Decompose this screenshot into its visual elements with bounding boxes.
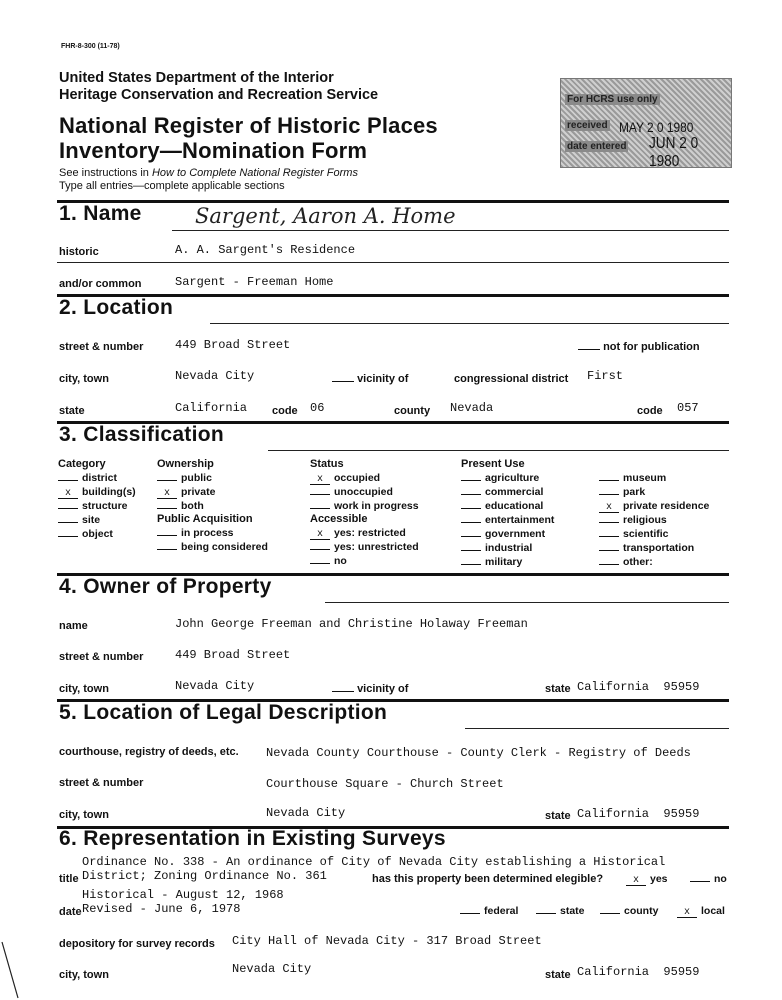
stamp-received-date: MAY 2 0 1980 [619, 119, 694, 135]
checkbox[interactable] [599, 536, 619, 537]
accessible-yes-restricted-label: yes: restricted [334, 527, 406, 539]
use-entertainment[interactable] [461, 513, 554, 527]
checkbox[interactable] [460, 913, 480, 914]
category-district[interactable] [58, 471, 136, 485]
public-acquisition-heading: Public Acquisition [157, 513, 253, 525]
ownership-list [157, 471, 215, 513]
not-for-publication-blank [578, 349, 600, 350]
classification-underline [268, 450, 729, 451]
historic-underline [57, 262, 729, 263]
checkbox[interactable] [310, 549, 330, 550]
use-industrial[interactable] [461, 541, 554, 555]
checkbox[interactable]: x [58, 489, 78, 499]
eligible-no[interactable] [690, 872, 727, 886]
accessible-yes-restricted[interactable] [310, 526, 419, 540]
legal-state-value: California 95959 [577, 807, 700, 821]
owner-state-value: California 95959 [577, 680, 700, 694]
legal-underline [465, 728, 729, 729]
eligible-no-label: no [714, 873, 727, 885]
location-state-value: California [175, 401, 248, 415]
section-2-title: 2. Location [59, 296, 174, 319]
section-6-title: 6. Representation in Existing Surveys [59, 827, 446, 850]
survey-date-label: date [59, 906, 82, 918]
legal-state-label: state [545, 810, 571, 822]
common-label: and/or common [59, 278, 142, 290]
accessible-yes-unrestricted-label: yes: unrestricted [334, 541, 419, 553]
agency-service: Heritage Conservation and Recreation Service [59, 87, 379, 103]
section-1-title: 1. Name [59, 202, 142, 225]
checkbox[interactable] [310, 508, 330, 509]
category-site[interactable] [58, 513, 136, 527]
location-street-value: 449 Broad Street [175, 338, 291, 352]
owner-state-label: state [545, 683, 571, 695]
form-number: FHR-8-300 (11-78) [61, 43, 120, 50]
use-military[interactable] [461, 555, 554, 569]
depository-value: City Hall of Nevada City - 317 Broad Street [232, 934, 542, 948]
checkbox[interactable] [461, 508, 481, 509]
state-code-label: code [272, 405, 298, 417]
category-buildings-label: building(s) [82, 486, 136, 498]
checkbox[interactable] [461, 522, 481, 523]
legal-city-label: city, town [59, 809, 109, 821]
acquisition-list [157, 526, 268, 554]
category-structure-label: structure [82, 500, 128, 512]
common-value: Sargent - Freeman Home [175, 275, 334, 289]
handwritten-name: Sargent, Aaron A. Home [195, 204, 456, 228]
checkbox[interactable] [599, 480, 619, 481]
use-educational[interactable] [461, 499, 554, 513]
owner-vicinity-blank [332, 691, 354, 692]
checkbox[interactable] [157, 549, 177, 550]
section-1-rule [57, 200, 729, 203]
owner-street-value: 449 Broad Street [175, 648, 291, 662]
checkbox[interactable] [310, 563, 330, 564]
category-structure[interactable] [58, 499, 136, 513]
legal-street-label: street & number [59, 777, 144, 789]
legal-city-value: Nevada City [266, 806, 346, 820]
courthouse-label: courthouse, registry of deeds, etc. [59, 746, 239, 758]
survey-level-federal[interactable] [460, 904, 518, 918]
category-heading: Category [58, 458, 106, 470]
stamp-date-entered: JUN 2 0 1980 [649, 135, 699, 170]
checkbox[interactable] [157, 480, 177, 481]
owner-name-value: John George Freeman and Christine Holaway Freeman [175, 617, 528, 631]
category-buildings[interactable] [58, 485, 136, 499]
form-title-line2: Inventory—Nomination Form [59, 138, 368, 163]
accessible-heading: Accessible [310, 513, 368, 525]
status-occupied-label: occupied [334, 472, 381, 484]
instructions-prefix: See instructions in [59, 167, 152, 179]
scan-artifact [0, 940, 30, 1000]
use-military-label: military [485, 556, 523, 568]
county-code-label: code [637, 405, 663, 417]
historic-label: historic [59, 246, 99, 258]
survey-state-label: state [545, 969, 571, 981]
level-county-label: county [624, 905, 659, 917]
acquisition-being-considered[interactable] [157, 540, 268, 554]
instructions-line1 [59, 167, 358, 180]
checkbox[interactable] [58, 536, 78, 537]
stamp-received-label: received [567, 120, 608, 131]
present-use-col2 [599, 471, 709, 569]
use-government-label: government [485, 528, 546, 540]
owner-city-label: city, town [59, 683, 109, 695]
status-unoccupied[interactable] [310, 485, 419, 499]
category-district-label: district [82, 472, 118, 484]
form-title-line1: National Register of Historic Places [59, 113, 438, 138]
not-for-publication-label: not for publication [603, 341, 700, 353]
courthouse-value: Nevada County Courthouse - County Clerk - Registry of Deeds [266, 746, 691, 760]
instructions-title: How to Complete National Register Forms [151, 167, 358, 179]
status-occupied[interactable] [310, 471, 419, 485]
survey-title-label: title [59, 873, 79, 885]
historic-value: A. A. Sargent's Residence [175, 243, 356, 257]
use-park-label: park [623, 486, 646, 498]
use-private-residence-label: private residence [623, 500, 710, 512]
use-scientific[interactable] [599, 527, 709, 541]
category-object-label: object [82, 528, 113, 540]
acquisition-in-process[interactable] [157, 526, 268, 540]
use-entertainment-label: entertainment [485, 514, 555, 526]
ownership-public[interactable] [157, 471, 215, 485]
ownership-both-label: both [181, 500, 204, 512]
checkbox[interactable] [461, 550, 481, 551]
use-private-residence[interactable] [599, 499, 709, 513]
stamp-heading: For HCRS use only [567, 94, 658, 105]
legal-street-value: Courthouse Square - Church Street [266, 777, 504, 791]
checkbox[interactable] [599, 522, 619, 523]
present-use-col1 [461, 471, 554, 569]
use-industrial-label: industrial [485, 542, 533, 554]
agency-department: United States Department of the Interior [59, 70, 334, 86]
eligible-question: has this property been determined elegible? [372, 873, 604, 885]
ownership-both[interactable] [157, 499, 215, 513]
checkbox[interactable] [157, 508, 177, 509]
checkbox[interactable] [461, 536, 481, 537]
accessible-no-label: no [334, 555, 347, 567]
hcrs-use-only-stamp [560, 78, 732, 168]
present-use-heading: Present Use [461, 458, 525, 470]
owner-street-label: street & number [59, 651, 144, 663]
checkbox[interactable]: x [599, 503, 619, 513]
section-4-title: 4. Owner of Property [59, 575, 272, 598]
owner-vicinity [332, 683, 408, 695]
use-other[interactable] [599, 555, 709, 569]
location-street-label: street & number [59, 341, 144, 353]
ownership-private[interactable] [157, 485, 215, 499]
acquisition-in-process-label: in process [181, 527, 234, 539]
checkbox[interactable]: x [310, 475, 330, 485]
location-vicinity [332, 373, 408, 385]
use-transportation-label: transportation [623, 542, 695, 554]
use-agriculture-label: agriculture [485, 472, 540, 484]
checkbox[interactable]: x [677, 908, 697, 918]
category-site-label: site [82, 514, 101, 526]
county-label: county [394, 405, 431, 417]
checkbox[interactable] [461, 564, 481, 565]
checkbox[interactable] [600, 913, 620, 914]
level-federal-label: federal [484, 905, 519, 917]
checkbox[interactable] [690, 881, 710, 882]
survey-city-value: Nevada City [232, 962, 312, 976]
status-work-in-progress[interactable] [310, 499, 419, 513]
use-park[interactable] [599, 485, 709, 499]
location-vicinity-blank [332, 381, 354, 382]
checkbox[interactable] [58, 508, 78, 509]
survey-level-local[interactable] [677, 904, 725, 918]
eligible-yes-label: yes [650, 873, 668, 885]
checkbox[interactable]: x [157, 489, 177, 499]
congressional-district-label: congressional district [454, 373, 569, 385]
location-state-label: state [59, 405, 85, 417]
level-local-label: local [701, 905, 725, 917]
location-vicinity-label: vicinity of [357, 373, 409, 385]
stamp-date-entered-label: date entered [567, 141, 627, 152]
use-government[interactable] [461, 527, 554, 541]
survey-level-state[interactable] [536, 904, 585, 918]
owner-name-label: name [59, 620, 88, 632]
use-museum-label: museum [623, 472, 667, 484]
status-heading: Status [310, 458, 344, 470]
use-other-label: other: [623, 556, 653, 568]
survey-date-line2: Revised - June 6, 1978 [82, 902, 241, 916]
use-religious-label: religious [623, 514, 667, 526]
owner-vicinity-label: vicinity of [357, 683, 409, 695]
use-museum[interactable] [599, 471, 709, 485]
survey-title-line2: District; Zoning Ordinance No. 361 [82, 869, 327, 883]
survey-title-line1: Ordinance No. 338 - An ordinance of City of Nevada City establishing a Historical [82, 855, 666, 869]
survey-city-label: city, town [59, 969, 109, 981]
location-city-label: city, town [59, 373, 109, 385]
checkbox[interactable] [461, 480, 481, 481]
status-work-in-progress-label: work in progress [334, 500, 419, 512]
county-code-value: 057 [677, 401, 699, 415]
county-value: Nevada [450, 401, 494, 415]
owner-city-value: Nevada City [175, 679, 255, 693]
checkbox[interactable] [599, 564, 619, 565]
use-educational-label: educational [485, 500, 544, 512]
checkbox[interactable] [58, 522, 78, 523]
name-underline [172, 230, 729, 231]
ownership-public-label: public [181, 472, 212, 484]
not-for-publication [578, 341, 700, 353]
checkbox[interactable] [599, 494, 619, 495]
ownership-heading: Ownership [157, 458, 214, 470]
checkbox[interactable] [58, 480, 78, 481]
survey-date-line1: Historical - August 12, 1968 [82, 888, 284, 902]
eligible-yes[interactable] [626, 872, 668, 886]
accessible-list [310, 526, 419, 568]
checkbox[interactable] [310, 494, 330, 495]
checkbox[interactable] [599, 550, 619, 551]
depository-label: depository for survey records [59, 938, 215, 950]
use-scientific-label: scientific [623, 528, 669, 540]
level-state-label: state [560, 905, 585, 917]
use-religious[interactable] [599, 513, 709, 527]
status-unoccupied-label: unoccupied [334, 486, 393, 498]
ownership-private-label: private [181, 486, 216, 498]
section-5-title: 5. Location of Legal Description [59, 701, 388, 724]
survey-state-value: California 95959 [577, 965, 700, 979]
use-agriculture[interactable] [461, 471, 554, 485]
category-list [58, 471, 136, 541]
section-3-title: 3. Classification [59, 423, 224, 446]
checkbox[interactable]: x [626, 876, 646, 886]
location-underline [210, 323, 729, 324]
use-transportation[interactable] [599, 541, 709, 555]
checkbox[interactable] [461, 494, 481, 495]
accessible-no[interactable] [310, 554, 419, 568]
category-object[interactable] [58, 527, 136, 541]
location-city-value: Nevada City [175, 369, 255, 383]
use-commercial[interactable] [461, 485, 554, 499]
state-code-value: 06 [310, 401, 325, 415]
checkbox[interactable]: x [310, 530, 330, 540]
instructions-line2: Type all entries—complete applicable sections [59, 180, 285, 192]
owner-underline [325, 602, 729, 603]
use-commercial-label: commercial [485, 486, 544, 498]
acquisition-being-considered-label: being considered [181, 541, 268, 553]
status-list [310, 471, 419, 513]
congressional-district-value: First [587, 369, 624, 383]
checkbox[interactable] [157, 535, 177, 536]
checkbox[interactable] [536, 913, 556, 914]
accessible-yes-unrestricted[interactable] [310, 540, 419, 554]
survey-level-county[interactable] [600, 904, 658, 918]
